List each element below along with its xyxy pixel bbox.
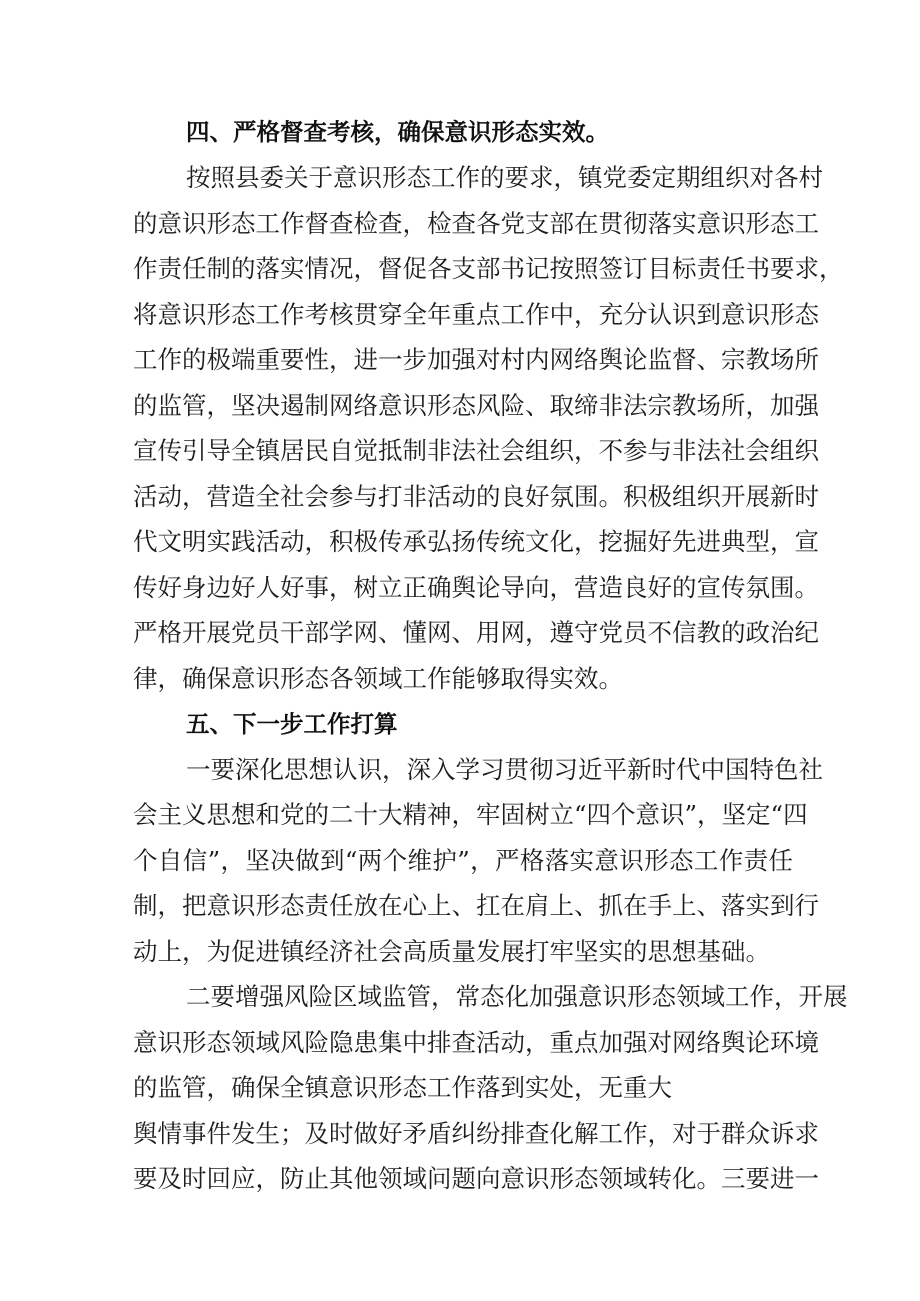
paragraph-line: 个自信”，坚决做到“两个维护”，严格落实意识形态工作责任: [133, 846, 793, 875]
paragraph-line: 制，把意识形态责任放在心上、扛在肩上、抓在手上、落实到行: [133, 891, 819, 920]
paragraph-line: 的监管，坚决遏制网络意识形态风险、取缔非法宗教场所，加强: [133, 391, 819, 420]
paragraph-line: 按照县委关于意识形态工作的要求，镇党委定期组织对各村: [186, 163, 823, 192]
paragraph-line: 会主义思想和党的二十大精神，牢固树立“四个意识”，坚定“四: [133, 800, 808, 829]
section-4-heading: 四、严格督查考核，确保意识形态实效。: [186, 118, 609, 146]
paragraph-line: 工作的极端重要性，进一步加强对村内网络舆论监督、宗教场所: [133, 345, 819, 374]
paragraph-line: 传好身边好人好事，树立正确舆论导向，营造良好的宣传氛围。: [133, 573, 819, 602]
section-5-heading: 五、下一步工作打算: [186, 710, 398, 738]
paragraph-line: 作责任制的落实情况，督促各支部书记按照签订目标责任书要求，: [133, 254, 844, 283]
paragraph-line: 将意识形态工作考核贯穿全年重点工作中，充分认识到意识形态: [133, 300, 819, 329]
paragraph-line: 活动，营造全社会参与打非活动的良好氛围。积极组织开展新时: [133, 482, 819, 511]
paragraph-line: 要及时回应，防止其他领域问题向意识形态领域转化。三要进一: [133, 1164, 819, 1193]
paragraph-line: 严格开展党员干部学网、懂网、用网，遵守党员不信教的政治纪: [133, 618, 819, 647]
paragraph-line: 宣传引导全镇居民自觉抵制非法社会组织，不参与非法社会组织: [133, 436, 819, 465]
paragraph-line: 律，确保意识形态各领域工作能够取得实效。: [133, 664, 623, 693]
paragraph-line: 一要深化思想认识，深入学习贯彻习近平新时代中国特色社: [186, 755, 823, 784]
paragraph-line: 的意识形态工作督查检查，检查各党支部在贯彻落实意识形态工: [133, 209, 819, 238]
paragraph-line: 代文明实践活动，积极传承弘扬传统文化，挖掘好先进典型，宣: [133, 527, 819, 556]
paragraph-line: 意识形态领域风险隐患集中排查活动，重点加强对网络舆论环境: [133, 1028, 819, 1057]
paragraph-line: 二要增强风险区域监管，常态化加强意识形态领域工作，开展: [186, 982, 848, 1011]
paragraph-line: 舆情事件发生；及时做好矛盾纠纷排查化解工作，对于群众诉求: [133, 1119, 819, 1148]
paragraph-line: 动上，为促进镇经济社会高质量发展打牢坚实的思想基础。: [133, 937, 770, 966]
paragraph-line: 的监管，确保全镇意识形态工作落到实处，无重大: [133, 1073, 672, 1102]
